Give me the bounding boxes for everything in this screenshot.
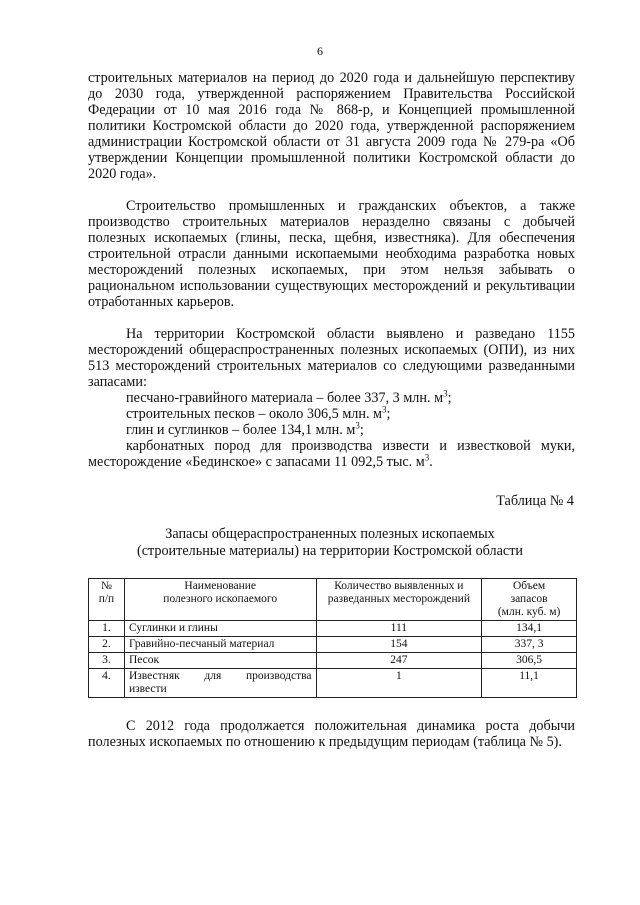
paragraph-deposits: На территории Костромской области выявлено и разведано 1155 месторождений общераспространенных полезных ископаемых (ОПИ), из них 513 месторождений строительных материалов со следующими разведанными запасами:	[88, 326, 575, 390]
table-row: 2. Гравийно-песчаный материал 154 337, 3	[89, 637, 577, 653]
list-item: песчано-гравийного материала – более 337, 3 млн. $м^3$;	[126, 388, 452, 406]
paragraph-carbonate: карбонатных пород для производства извести и известковой муки, месторождение «Бединское» с запасами 11 092,5 тыс. $м^3$.	[88, 438, 575, 470]
page-number: 6	[317, 44, 323, 58]
paragraph-construction: Строительство промышленных и гражданских объектов, а также производство строительных материалов неразделно связаны с добычей полезных ископаемых (глины, песка, щебня, известняка). Для обеспечения строительной отрасли данными ископаемыми необходима разработка новых месторождений полезных ископаемых, при этом нельзя забывать о рациональном использовании существующих месторождений и рекультивации отработанных карьеров.	[88, 198, 575, 310]
header-name: Наименование полезного ископаемого	[124, 579, 316, 621]
paragraph-intro-continuation: строительных материалов на период до 2020 года и дальнейшую перспективу до 2030 года, утвержденной распоряжением Правительства Российской Федерации от 10 мая 2016 года № 868-р, и Концепцией промышленной политики Костромской области до 2020 года, утвержденной распоряжением администрации Костромской области от 31 августа 2009 года № 279-ра «Об утверждении Концепции промышленной политики Костромской области до 2020 года».	[88, 70, 575, 182]
reserves-table	[88, 578, 577, 698]
table-number: Таблица № 4	[496, 493, 574, 509]
table-row: 1. Суглинки и глины 111 134,1	[89, 621, 577, 637]
header-volume: Объем запасов (млн. куб. м)	[482, 579, 577, 621]
header-count: Количество выявленных и разведанных месторождений	[316, 579, 482, 621]
table-row: 3. Песок 247 306,5	[89, 653, 577, 669]
table-header-row	[89, 579, 577, 621]
header-num: № п/п	[89, 579, 125, 621]
list-item: глин и суглинков – более 134,1 млн. $м^3$;	[126, 420, 364, 438]
list-item: строительных песков – около 306,5 млн. $м^3$;	[126, 404, 391, 422]
paragraph-dynamics: С 2012 года продолжается положительная динамика роста добычи полезных ископаемых по отношению к предыдущим периодам (таблица № 5).	[88, 718, 575, 750]
table-row: 4. Известняк для производства извести 1 11,1	[89, 669, 577, 698]
reserves-list	[126, 390, 452, 438]
table-title: Запасы общераспространенных полезных ископаемых (строительные материалы) на территории Костромской области	[136, 526, 524, 559]
